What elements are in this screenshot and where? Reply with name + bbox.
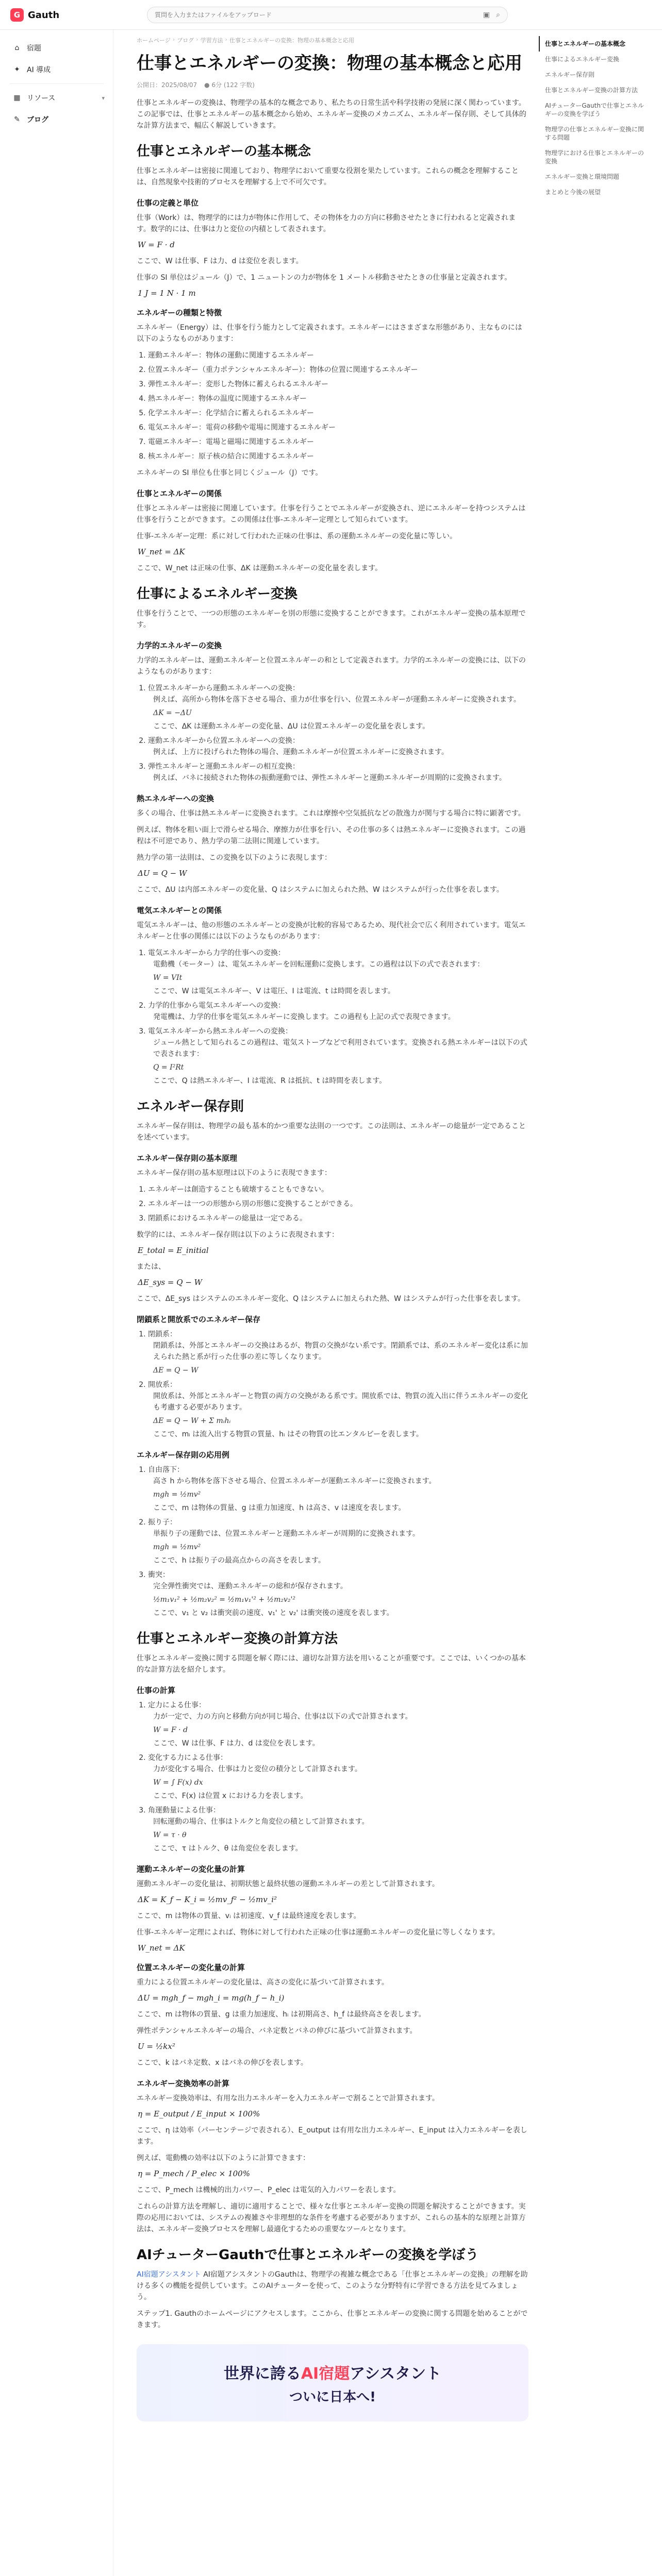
banner-headline: 世界に誇るAI宿題アシスタント bbox=[223, 2364, 442, 2383]
list-item: 1. 自由落下： 高さ h から物体を落下させる場合、位置エネルギーが運動エネルギーに変換されます。 mgh = ½mv² ここで、m は物体の質量、g は重力加速度、h は高さ、v は速度を表します。 bbox=[148, 1464, 528, 1514]
subsection-heading: エネルギー保存則の基本原理 bbox=[137, 1154, 238, 1163]
banner-subline: ついに日本へ! bbox=[289, 2389, 376, 2405]
formula: W_net = ΔK bbox=[138, 547, 185, 556]
section-heading: 仕事とエネルギー変換の計算方法 bbox=[137, 1631, 338, 1647]
formula: ΔK = K_f − K_i = ½mv_f² − ½mv_i² bbox=[138, 1895, 277, 1904]
logo-mark: G bbox=[10, 8, 24, 22]
list-item: 3. 閉鎖系におけるエネルギーの総量は一定である。 bbox=[148, 1213, 528, 1224]
list-item: 1. 閉鎖系： 閉鎖系は、外部とエネルギーの交換はあるが、物質の交換がない系です。閉鎖系では、系のエネルギー変化は系に加えられた熱と系が行った仕事の差に等しくなります。 ΔE = Q − W bbox=[148, 1329, 528, 1376]
list-item: 3. 弾性エネルギー：変形した物体に蓄えられるエネルギー bbox=[148, 379, 528, 390]
list-item: 7. 電磁エネルギー：電場と磁場に関連するエネルギー bbox=[148, 436, 528, 448]
paragraph: ここで、η は効率（パーセンテージで表される）、E_output は有用な出力エネルギー、E_input は入力エネルギーを表します。 bbox=[137, 2126, 527, 2146]
image-icon[interactable]: ▣ bbox=[483, 11, 490, 19]
energy-type-list bbox=[137, 350, 528, 462]
paragraph: ここで、k はバネ定数、x はバネの伸びを表します。 bbox=[137, 2059, 308, 2067]
paragraph: 仕事-エネルギー定理によれば、物体に対して行われた正味の仕事は運動エネルギーの変化量に等しくなります。 bbox=[137, 1928, 500, 1937]
section-heading: 仕事とエネルギーの基本概念 bbox=[137, 144, 311, 159]
list-item: 4. 熱エネルギー：物体の温度に関連するエネルギー bbox=[148, 393, 528, 404]
sidebar-item-label: リソース bbox=[27, 94, 56, 103]
list-item: 3. 角運動量による仕事： 回転運動の場合、仕事はトルクと角変位の積として計算されます。 W = τ · θ ここで、τ はトルク、θ は角変位を表します。 bbox=[148, 1805, 528, 1854]
list-item: 3. 電気エネルギーから熱エネルギーへの変換： ジュール熱として知られるこの過程は、電気ストーブなどで利用されています。変換される熱エネルギーは以下の式で表されます： Q = I²Rt ここで、Q は熱エネルギー、I は電流、R は抵抗、t は時間を表します。 bbox=[148, 1026, 528, 1087]
toc-item[interactable]: AIチューターGauthで仕事とエネルギーの変換を学ぼう bbox=[545, 102, 644, 117]
paragraph: 例えば、物体を粗い面上で滑らせる場合、摩擦力が仕事を行い、その仕事の多くは熱エネルギーに変換されます。この過程は不可逆であり、熱力学の第二法則に関連しています。 bbox=[137, 826, 526, 845]
paragraph: 電気エネルギーは、他の形態のエネルギーとの変換が比較的容易であるため、現代社会で広く利用されています。電気エネルギーと仕事の関係には以下のようなものがあります： bbox=[137, 921, 526, 941]
intro-paragraph: 仕事とエネルギーの変換は、物理学の基本的な概念であり、私たちの日常生活や科学技術の発展に深く関わっています。この記事では、仕事とエネルギーの基本概念から始め、エネルギー変換のメカニズム、エネルギー保存則、そして具体的な計算方法まで、幅広く解説していきます。 bbox=[137, 99, 526, 130]
subsection-heading: エネルギー保存則の応用例 bbox=[137, 1450, 230, 1460]
formula: η = P_mech / P_elec × 100% bbox=[138, 2169, 250, 2178]
toc-item[interactable]: 仕事によるエネルギー変換 bbox=[545, 56, 620, 63]
formula: ΔU = Q − W bbox=[138, 869, 187, 878]
paragraph: ここで、ΔE_sys はシステムのエネルギー変化、Q はシステムに加えられた熱、W はシステムが行った仕事を表します。 bbox=[137, 1295, 525, 1303]
paragraph: 仕事を行うことで、一つの形態のエネルギーを別の形態に変換することができます。これがエネルギー変換の基本原理です。 bbox=[137, 609, 526, 629]
toc-item[interactable]: エネルギー変換と環境問題 bbox=[545, 173, 620, 180]
list-item: 2. 力学的仕事から電気エネルギーへの変換： 発電機は、力学的仕事を電気エネルギーに変換します。この過程も上記の式で表現できます。 bbox=[148, 1000, 528, 1023]
subsection-heading: 仕事とエネルギーの関係 bbox=[137, 489, 222, 498]
toc-item[interactable]: エネルギー保存則 bbox=[545, 71, 595, 78]
subsection-heading: 力学的エネルギーの変換 bbox=[137, 641, 222, 650]
formula: W = F · d bbox=[138, 240, 175, 249]
breadcrumb-blog[interactable]: ブログ bbox=[177, 37, 194, 44]
formula: ΔE = Q − W + Σ mᵢhᵢ bbox=[153, 1417, 231, 1425]
work-list bbox=[137, 1700, 528, 1854]
toc-item[interactable]: 仕事とエネルギーの基本概念 bbox=[539, 36, 652, 52]
paragraph: 熱力学の第一法則は、この変換を以下のように表現します： bbox=[137, 854, 332, 862]
paragraph: これらの計算方法を理解し、適切に適用することで、様々な仕事とエネルギー変換の問題を解決することができます。実際の応用においては、システムの複雑さや非理想的な条件を考慮する必要がありますが、これらの基本的な原理と計算方法は、エネルギー変換プロセスを理解し最適化するための重要なツールとなります。 bbox=[137, 2202, 526, 2233]
formula: ΔU = mgh_f − mgh_i = mg(h_f − h_i) bbox=[138, 1993, 285, 2003]
paragraph: ここで、m は物体の質量、g は重力加速度、hᵢ は初期高さ、h_f は最終高さを表します。 bbox=[137, 2010, 426, 2019]
conservation-list bbox=[137, 1184, 528, 1224]
publish-date: 公開日：2025/08/07 bbox=[137, 81, 197, 89]
mechanical-list bbox=[137, 683, 528, 784]
paragraph: 力学的エネルギーは、運動エネルギーと位置エネルギーの和として定義されます。力学的エネルギーの変換には、以下のようなものがあります： bbox=[137, 656, 526, 676]
paragraph: ここで、ΔU は内部エネルギーの変化量、Q はシステムに加えられた熱、W はシステムが行った仕事を表します。 bbox=[137, 886, 504, 894]
sidebar-item-label: AI 導成 bbox=[27, 66, 51, 74]
paragraph: 仕事（Work）は、物理学的には力が物体に作用して、その物体を力の方向に移動させたときに行われると定義されます。数学的には、仕事は力と変位の内積として表されます。 bbox=[137, 214, 516, 233]
formula: η = E_output / E_input × 100% bbox=[138, 2109, 260, 2119]
formula: W_net = ΔK bbox=[138, 1943, 185, 1953]
subsection-heading: 仕事の計算 bbox=[137, 1686, 176, 1695]
formula: W = F · d bbox=[153, 1726, 188, 1734]
ai-assistant-link[interactable]: AI宿題アシスタント bbox=[137, 2270, 201, 2279]
list-item: 3. 弾性エネルギーと運動エネルギーの相互変換： 例えば、バネに接続された物体の振動運動では、弾性エネルギーと運動エネルギーが周期的に変換されます。 bbox=[148, 761, 528, 784]
search-bar[interactable] bbox=[147, 7, 508, 23]
sidebar-item-resources[interactable] bbox=[0, 87, 113, 109]
toc-item[interactable]: 物理学の仕事とエネルギー変換に関する問題 bbox=[545, 126, 644, 141]
sparkle-icon: ✦ bbox=[14, 65, 20, 74]
formula: 1 J = 1 N · 1 m bbox=[138, 289, 196, 298]
paragraph: 重力による位置エネルギーの変化量は、高さの変化に基づいて計算されます。 bbox=[137, 1978, 389, 1987]
paragraph: エネルギー保存則は、物理学の最も基本的かつ重要な法則の一つです。この法則は、エネルギーの総量が一定であることを述べています。 bbox=[137, 1122, 526, 1142]
search-input[interactable] bbox=[147, 11, 483, 19]
promo-banner[interactable] bbox=[137, 2344, 528, 2421]
sidebar-item-blog[interactable] bbox=[0, 109, 113, 130]
subsection-heading: 位置エネルギーの変化量の計算 bbox=[137, 1963, 245, 1972]
list-item: 8. 核エネルギー：原子核の結合に関連するエネルギー bbox=[148, 451, 528, 462]
paragraph: 弾性ポテンシャルエネルギーの場合、バネ定数とバネの伸びに基づいて計算されます。 bbox=[137, 2027, 417, 2035]
search-icon[interactable]: ⌕ bbox=[496, 11, 500, 19]
subsection-heading: 運動エネルギーの変化量の計算 bbox=[137, 1865, 245, 1874]
list-item: 5. 化学エネルギー：化学結合に蓄えられるエネルギー bbox=[148, 408, 528, 419]
formula: ΔK = −ΔU bbox=[153, 709, 192, 717]
table-of-contents bbox=[539, 36, 652, 200]
sidebar-item-ai[interactable] bbox=[0, 59, 113, 80]
list-item: 2. 運動エネルギーから位置エネルギーへの変換： 例えば、上方に投げられた物体の場合、運動エネルギーが位置エネルギーに変換されます。 bbox=[148, 735, 528, 758]
breadcrumb-current: 仕事とエネルギーの変換：物理の基本概念と応用 bbox=[229, 37, 354, 44]
sidebar-divider bbox=[9, 83, 104, 84]
subsection-heading: 熱エネルギーへの変換 bbox=[137, 794, 214, 803]
toc-item[interactable]: 仕事とエネルギー変換の計算方法 bbox=[545, 87, 638, 94]
paragraph: エネルギーの SI 単位も仕事と同じくジュール（J）です。 bbox=[137, 469, 323, 477]
logo-text: Gauth bbox=[28, 9, 60, 21]
list-item: 2. エネルギーは一つの形態から別の形態に変換することができる。 bbox=[148, 1198, 528, 1210]
paragraph: 仕事の SI 単位はジュール（J）で、1 ニュートンの力が物体を 1 メートル移動させたときの仕事量と定義されます。 bbox=[137, 274, 512, 282]
list-item: 2. 振り子： 単振り子の運動では、位置エネルギーと運動エネルギーが周期的に変換されます。 mgh = ½mv² ここで、h は振り子の最高点からの高さを表します。 bbox=[148, 1517, 528, 1566]
subsection-heading: 仕事の定義と単位 bbox=[137, 198, 199, 208]
list-item: 1. 電気エネルギーから力学的仕事への変換： 電動機（モーター）は、電気エネルギーを回転運動に変換します。この過程は以下の式で表されます： W = VIt ここで、W は電気エネルギー、V は電圧、I は電流、t は時間を表します。 bbox=[148, 947, 528, 997]
formula: U = ½kx² bbox=[138, 2042, 175, 2051]
paragraph: エネルギー（Energy）は、仕事を行う能力として定義されます。エネルギーにはさまざまな形態があり、主なものには以下のようなものがあります： bbox=[137, 324, 522, 343]
paragraph: 運動エネルギーの変化量は、初期状態と最終状態の運動エネルギーの差として計算されます。 bbox=[137, 1880, 439, 1888]
formula: ΔE_sys = Q − W bbox=[138, 1278, 203, 1287]
paragraph: 数学的には、エネルギー保存則は以下のように表現されます： bbox=[137, 1231, 339, 1239]
list-item: 2. 開放系： 開放系は、外部とエネルギーと物質の両方の交換がある系です。開放系では、物質の流入出に伴うエネルギーの変化も考慮する必要があります。 ΔE = Q − W + Σ mᵢhᵢ ここで、mᵢ は流入出する物質の質量、hᵢ はその物質の比エンタルピーを表します。 bbox=[148, 1379, 528, 1440]
toc-item[interactable]: 物理学における仕事とエネルギーの変換 bbox=[545, 149, 644, 165]
breadcrumb-home[interactable]: ホームページ bbox=[137, 37, 171, 44]
list-item: 3. 衝突： 完全弾性衝突では、運動エネルギーの総和が保存されます。 ½m₁v₁² + ½m₂v₂² = ½m₁v₁'² + ½m₂v₂'² ここで、v₁ と v₂ は衝突前の速度、v₁' と v₂' は衝突後の速度を表します。 bbox=[148, 1569, 528, 1619]
sidebar-item-label: 宿題 bbox=[27, 44, 41, 53]
formula: ΔE = Q − W bbox=[153, 1366, 198, 1375]
paragraph: エネルギー保存則の基本原理は以下のように表現できます： bbox=[137, 1169, 332, 1177]
sidebar bbox=[0, 30, 113, 2576]
paragraph: エネルギー変換効率は、有用な出力エネルギーを入力エネルギーで割ることで計算されます。 bbox=[137, 2094, 439, 2103]
paragraph: 仕事-エネルギー定理：系に対して行われた正味の仕事は、系の運動エネルギーの変化量に等しい。 bbox=[137, 532, 457, 540]
system-list bbox=[137, 1329, 528, 1440]
read-time: ● 6分 (122 字数) bbox=[204, 81, 255, 89]
paragraph: 例えば、電動機の効率は以下のように計算できます： bbox=[137, 2154, 310, 2162]
formula: W = VIt bbox=[153, 974, 183, 982]
sidebar-item-label: ブログ bbox=[27, 116, 48, 124]
example-list bbox=[137, 1464, 528, 1619]
electric-list bbox=[137, 947, 528, 1087]
list-item: 2. 位置エネルギー（重力ポテンシャルエネルギー）：物体の位置に関連するエネルギー bbox=[148, 364, 528, 376]
paragraph: または、 bbox=[137, 1263, 166, 1271]
paragraph: AI宿題アシスタント AI宿題アシスタントのGauthは、物理学の複雑な概念である「仕事とエネルギーの変換」の理解を助ける多くの機能を提供しています。このAIチューターを使って、このような分野特有に学習できる方法を見てみましょう。 bbox=[137, 2270, 528, 2301]
subsection-heading: 閉鎖系と開放系でのエネルギー保存 bbox=[137, 1315, 261, 1324]
list-item: 1. エネルギーは創造することも破壊することもできない。 bbox=[148, 1184, 528, 1195]
formula: mgh = ½mv² bbox=[153, 1490, 201, 1499]
paragraph: 仕事とエネルギー変換に関する問題を解く際には、適切な計算方法を用いることが重要です。ここでは、いくつかの基本的な計算方法を紹介します。 bbox=[137, 1654, 526, 1674]
paragraph: ここで、m は物体の質量、vᵢ は初速度、v_f は最終速度を表します。 bbox=[137, 1912, 361, 1920]
section-heading: 仕事によるエネルギー変換 bbox=[137, 586, 298, 602]
list-item: 1. 運動エネルギー：物体の運動に関連するエネルギー bbox=[148, 350, 528, 361]
formula: E_total = E_initial bbox=[138, 1246, 209, 1255]
formula: W = ∫ F(x) dx bbox=[153, 1778, 203, 1787]
article bbox=[137, 36, 528, 2421]
chevron-down-icon: ▾ bbox=[102, 94, 105, 101]
paragraph: 仕事とエネルギーは密接に関連しています。仕事を行うことでエネルギーが変換され、逆にエネルギーを持つシステムは仕事を行うことができます。この関係は仕事-エネルギー定理として知られています。 bbox=[137, 504, 526, 524]
home-icon: ⌂ bbox=[14, 44, 20, 52]
breadcrumb: ホームページ › ブログ › 学習方法 › 仕事とエネルギーの変換：物理の基本概念と応用 bbox=[137, 36, 354, 44]
list-item: 1. 定力による仕事： 力が一定で、力の方向と移動方向が同じ場合、仕事は以下の式で計算されます。 W = F · d ここで、W は仕事、F は力、d は変位を表します。 bbox=[148, 1700, 528, 1749]
sidebar-item-homework[interactable] bbox=[0, 37, 113, 59]
page-title: 仕事とエネルギーの変換：物理の基本概念と応用 bbox=[137, 53, 522, 74]
formula: mgh = ½mv² bbox=[153, 1543, 201, 1551]
formula: ½m₁v₁² + ½m₂v₂² = ½m₁v₁'² + ½m₂v₂'² bbox=[153, 1596, 295, 1604]
paragraph: ここで、W_net は正味の仕事、ΔK は運動エネルギーの変化量を表します。 bbox=[137, 564, 383, 572]
subsection-heading: エネルギーの種類と特徴 bbox=[137, 308, 222, 317]
toc-item[interactable]: まとめと今後の展望 bbox=[545, 189, 601, 196]
logo[interactable] bbox=[10, 8, 59, 22]
paragraph: 仕事とエネルギーは密接に関連しており、物理学において重要な役割を果たしています。これらの概念を理解することは、自然現象や技術的プロセスを理解する上で不可欠です。 bbox=[137, 167, 519, 187]
pen-icon: ✎ bbox=[14, 115, 20, 124]
top-bar bbox=[0, 0, 662, 30]
subsection-heading: エネルギー変換効率の計算 bbox=[137, 2079, 230, 2088]
subsection-heading: 電気エネルギーとの関係 bbox=[137, 906, 222, 915]
section-heading: エネルギー保存則 bbox=[137, 1099, 244, 1114]
list-item: 1. 位置エネルギーから運動エネルギーへの変換： 例えば、高所から物体を落下させる場合、重力が仕事を行い、位置エネルギーが運動エネルギーに変換されます。 ΔK = −ΔU ここで、ΔK は運動エネルギーの変化量、ΔU は位置エネルギーの変化量を表します。 bbox=[148, 683, 528, 732]
grid-icon: ▦ bbox=[13, 94, 21, 102]
paragraph: 多くの場合、仕事は熱エネルギーに変換されます。これは摩擦や空気抵抗などの散逸力が関与する場合に特に顕著です。 bbox=[137, 809, 525, 818]
paragraph: ステップ1. Gauthのホームページにアクセスします。ここから、仕事とエネルギーの変換に関する問題を始めることができます。 bbox=[137, 2310, 528, 2329]
paragraph: ここで、P_mech は機械的出力パワー、P_elec は電気的入力パワーを表します。 bbox=[137, 2186, 401, 2194]
breadcrumb-category[interactable]: 学習方法 bbox=[200, 37, 223, 44]
paragraph: ここで、W は仕事、F は力、d は変位を表します。 bbox=[137, 257, 303, 265]
list-item: 6. 電気エネルギー：電荷の移動や電場に関連するエネルギー bbox=[148, 422, 528, 433]
formula: Q = I²Rt bbox=[153, 1063, 184, 1072]
list-item: 2. 変化する力による仕事： 力が変化する場合、仕事は力と変位の積分として計算されます。 W = ∫ F(x) dx ここで、F(x) は位置 x における力を表します。 bbox=[148, 1752, 528, 1802]
section-heading: AIチューターGauthで仕事とエネルギーの変換を学ぼう bbox=[137, 2247, 479, 2263]
formula: W = τ · θ bbox=[153, 1831, 187, 1839]
article-meta bbox=[137, 80, 528, 89]
